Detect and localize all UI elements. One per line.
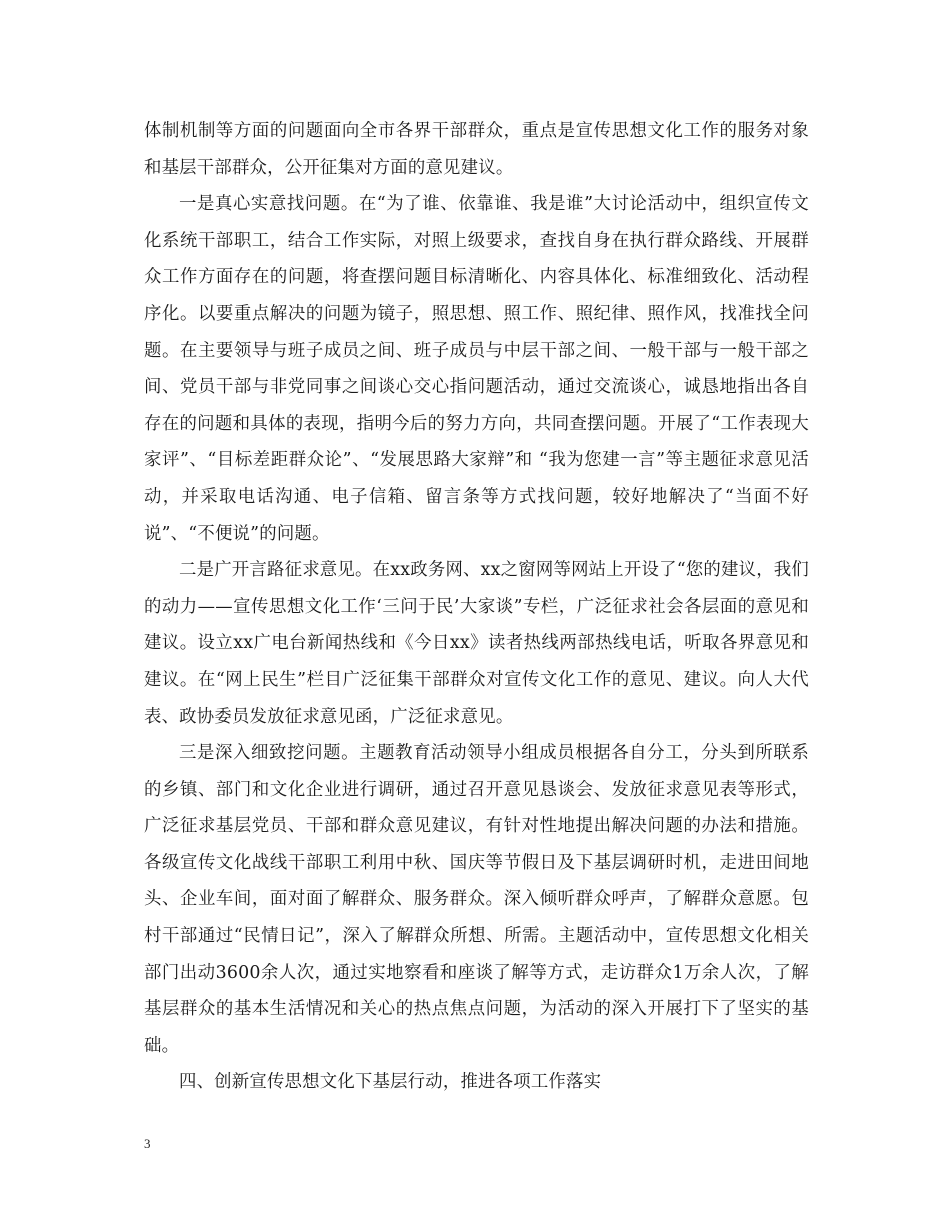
- document-body: [144, 113, 809, 1101]
- paragraph-dig-problems: 三是深入细致挖问题。主题教育活动领导小组成员根据各自分工，分头到所联系的乡镇、部门和文化企业进行调研，通过召开意见恳谈会、发放征求意见表等形式，广泛征求基层党员、干部和群众意见建议，有针对性地提出解决问题的办法和措施。各级宣传文化战线干部职工利用中秋、国庆等节假日及下基层调研时机，走进田间地头、企业车间，面对面了解群众、服务群众。深入倾听群众呼声，了解群众意愿。包村干部通过“民情日记”，深入了解群众所想、所需。主题活动中，宣传思想文化相关部门出动3600余人次，通过实地察看和座谈了解等方式，走访群众1万余人次，了解基层群众的基本生活情况和关心的热点焦点问题，为活动的深入开展打下了坚实的基础。: [144, 743, 809, 1056]
- paragraph-solicit-opinions: 二是广开言路征求意见。在xx政务网、xx之窗网等网站上开设了“您的建议，我们的动力——宣传思想文化工作‘三问于民’大家谈”专栏，广泛征求社会各层面的意见和建议。设立xx广电台新闻热线和《今日xx》读者热线两部热线电话，听取各界意见和建议。在“网上民生”栏目广泛征集干部群众对宣传文化工作的意见、建议。向人大代表、政协委员发放征求意见函，广泛征求意见。: [144, 560, 809, 727]
- page-number: 3: [144, 1136, 151, 1151]
- section-heading-four: 四、创新宣传思想文化下基层行动，推进各项工作落实: [179, 1072, 602, 1093]
- paragraph-find-problems: 一是真心实意找问题。在“为了谁、依靠谁、我是谁”大讨论活动中，组织宣传文化系统干部职工，结合工作实际，对照上级要求，查找自身在执行群众路线、开展群众工作方面存在的问题，将查摆问题目标清晰化、内容具体化、标准细致化、活动程序化。以要重点解决的问题为镜子，照思想、照工作、照纪律、照作风，找准找全问题。在主要领导与班子成员之间、班子成员与中层干部之间、一般干部与一般干部之间、党员干部与非党同事之间谈心交心指问题活动，通过交流谈心，诚恳地指出各自存在的问题和具体的表现，指明今后的努力方向，共同查摆问题。开展了“工作表现大家评”、“目标差距群众论”、“发展思路大家辩”和 “我为您建一言”等主题征求意见活动，并采取电话沟通、电子信箱、留言条等方式找问题，较好地解决了“当面不好说”、“不便说”的问题。: [144, 194, 809, 544]
- paragraph-continuation: 体制机制等方面的问题面向全市各界干部群众，重点是宣传思想文化工作的服务对象和基层干部群众，公开征集对方面的意见建议。: [144, 121, 809, 178]
